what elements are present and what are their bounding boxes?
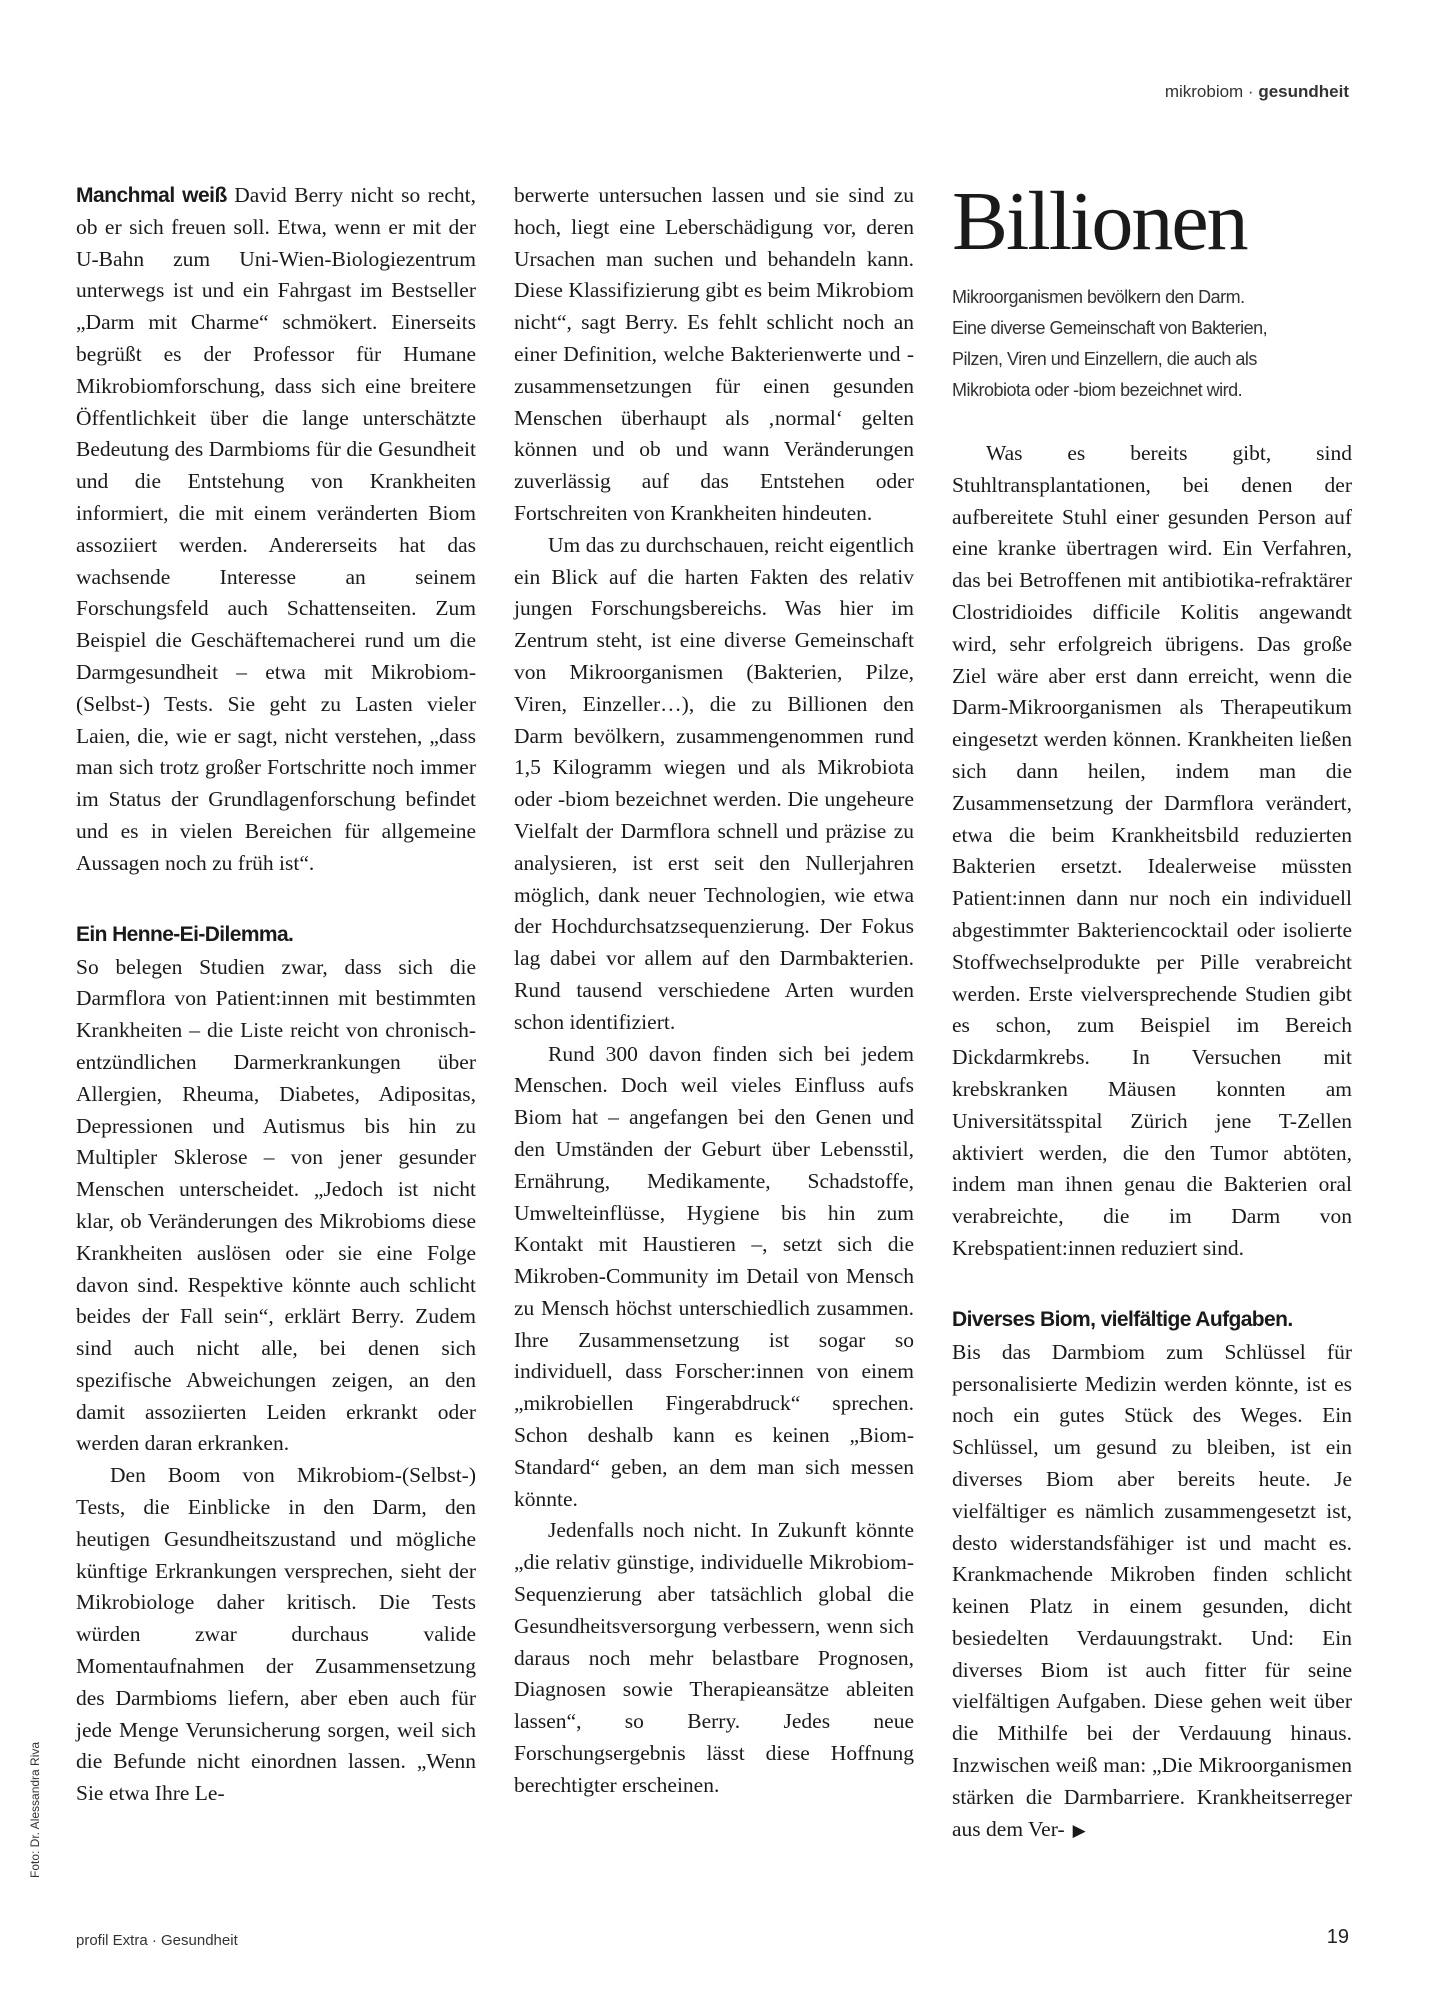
paragraph: Rund 300 davon finden sich bei jedem Menschen. Doch weil vieles Einfluss aufs Biom hat – angefangen bei den Genen und den Umständen der Geburt über Lebensstil, Ernährung, Medikamente, Schadstoffe, Umwelteinflüsse, Hygiene bis hin zum Kontakt mit Haustieren –, setzt sich die Mikroben-Community im Detail von Mensch zu Mensch höchst unterschiedlich zusammen. Ihre Zusammensetzung ist sogar so individuell, dass Forscher:innen von einem „mikrobiellen Fingerabdruck“ sprechen. Schon deshalb kann es keinen „Biom-Standard“ geben, an dem man sich messen könnte. [514,1041,914,1511]
intro-text: David Berry nicht so recht, ob er sich freuen soll. Etwa, wenn er mit der U-Bahn zum Uni-Wien-Biologiezentrum unterwegs ist und ein Fahrgast im Bestseller „Darm mit Charme“ schmökert. Einerseits begrüßt es der Professor für Humane Mikrobiomforschung, dass sich eine breitere Öffentlichkeit über die lange unterschätzte Bedeutung des Darmbioms für die Gesundheit und die Entstehung von Krankheiten informiert, die mit einem veränderten Biom assoziiert werden. Andererseits hat das wachsende Interesse an seinem Forschungsfeld auch Schattenseiten. Zum Beispiel die Geschäftemacherei rund um die Darmgesundheit – etwa mit Mikrobiom-(Selbst-) Tests. Sie geht zu Lasten vieler Laien, die, wie er sagt, nicht verstehen, „dass man sich trotz großer Fortschritte noch immer im Status der Grundlagenforschung befindet und es in vielen Bereichen für allgemeine Aussagen noch zu früh ist“. [76,183,476,875]
article-column-3 [952,175,1352,1846]
subtitle-line: Eine diverse Gemeinschaft von Bakterien, [952,318,1268,338]
headline: Billionen [952,175,1247,268]
footer-publication: profil Extra · Gesundheit [76,1932,238,1949]
page-number: 19 [1326,1926,1349,1948]
section-name: mikrobiom · [1164,82,1259,101]
subtitle-line: Pilzen, Viren und Einzellern, die auch als [952,349,1257,369]
intro-paragraph [76,180,476,880]
subhead-diverses-biom: Diverses Biom, vielfältige Aufgaben. [952,1307,1293,1331]
paragraph: berwerte untersuchen lassen und sie sind zu hoch, liegt eine Leberschädigung vor, deren Ursachen man suchen und behandeln kann. Diese Klassifizierung gibt es beim Mikrobiom nicht“, sagt Berry. Es fehlt schlicht noch an einer Definition, welche Bakterienwerte und -zusammensetzungen für einen gesunden Menschen überhaupt als ‚normal‘ gelten können und ob und wann Veränderungen zuverlässig auf das Entstehen oder Fortschreiten von Krankheiten hindeuten. [514,183,914,525]
continue-arrow-icon: ▶ [1072,1820,1086,1840]
paragraph-continued [952,1337,1352,1847]
article-column-2 [514,180,914,1802]
subtitle-line: Mikroorganismen bevölkern den Darm. [952,287,1245,307]
article-column-1 [76,180,476,1810]
headline-subtitle [952,282,1352,406]
section-label [1165,82,1349,102]
paragraph-text: Bis das Darmbiom zum Schlüssel für personalisierte Medizin werden könnte, ist es noch ein gutes Stück des Weges. Ein Schlüssel, um gesund zu bleiben, ist ein diverses Biom aber bereits heute. Je vielfältiger es nämlich zusammengesetzt ist, desto widerstandsfähiger ist und macht es. Krankmachende Mikroben finden schlicht keinen Platz in einem gesunden, dicht besiedelten Verdauungstrakt. Und: Ein diverses Biom ist auch fitter für seine vielfältigen Aufgaben. Diese gehen weit über die Mithilfe bei der Verdauung hinaus. Inzwischen weiß man: „Die Mikroorganismen stärken die Darmbarriere. Krankheitserreger aus dem Ver- [952,1339,1352,1841]
photo-credit: Foto: Dr. Alessandra Riva [28,1741,42,1878]
paragraph: Um das zu durchschauen, reicht eigentlich ein Blick auf die harten Fakten des relativ jungen Forschungsbereichs. Was hier im Zentrum steht, ist eine diverse Gemeinschaft von Mikroorganismen (Bakterien, Pilze, Viren, Einzeller…), die zu Billionen den Darm bevölkern, zusammengenommen rund 1,5 Kilogramm wiegen und als Mikrobiota oder -biom bezeichnet werden. Die ungeheure Vielfalt der Darmflora schnell und präzise zu analysieren, ist erst seit den Nullerjahren möglich, dank neuer Technologien, wie etwa der Hochdurchsatzsequenzierung. Der Fokus lag dabei vor allem auf den Darmbakterien. Rund tausend verschiedene Arten wurden schon identifiziert. [514,532,914,1034]
paragraph: Was es bereits gibt, sind Stuhltransplantationen, bei denen der aufbereitete Stuhl einer gesunden Person auf eine kranke übertragen wird. Ein Verfahren, das bei Betroffenen mit antibiotika-refraktärer Clostridioides difficile Kolitis angewandt wird, sehr erfolgreich übrigens. Das große Ziel wäre aber erst dann erreicht, wenn die Darm-Mikroorganismen als Therapeutikum eingesetzt werden können. Krankheiten ließen sich dann heilen, indem man die Zusammensetzung der Darmflora verändert, etwa die beim Krankheitsbild reduzierten Bakterien ersetzt. Idealerweise müssten Patient:innen dann nur noch ein individuell abgestimmter Bakteriencocktail oder isolierte Stoffwechselprodukte per Pille verabreicht werden. Erste vielversprechende Studien gibt es schon, zum Beispiel im Bereich Dickdarmkrebs. In Versuchen mit krebskranken Mäusen konnten am Universitätsspital Zürich jene T-Zellen aktiviert werden, die den Tumor abtöten, indem man ihnen genau die Bakterien oral verabreichte, die im Darm von Krebspatient:innen reduziert sind. [952,441,1352,1260]
subtitle-line: Mikrobiota oder -biom bezeichnet wird. [952,380,1243,400]
subhead-henne-ei: Ein Henne-Ei-Dilemma. [76,922,294,946]
lead-in: Manchmal weiß [76,184,227,207]
section-category: gesundheit [1258,82,1349,101]
paragraph: Jedenfalls noch nicht. In Zukunft könnte „die relativ günstige, individuelle Mikrobiom-Sequenzierung aber tatsächlich global die Gesundheitsversorgung verbessern, wenn sich daraus noch mehr belastbare Prognosen, Diagnosen sowie Therapieansätze ableiten lassen“, so Berry. Jedes neue Forschungsergebnis lässt diese Hoffnung berechtigter erscheinen. [514,1518,914,1797]
paragraph: So belegen Studien zwar, dass sich die Darmflora von Patient:innen mit bestimmten Krankheiten – die Liste reicht von chronisch-entzündlichen Darmerkrankungen über Allergien, Rheuma, Diabetes, Adipositas, Depressionen und Autismus bis hin zu Multipler Sklerose – von jener gesunder Menschen unterscheidet. „Jedoch ist nicht klar, ob Veränderungen des Mikrobioms diese Krankheiten auslösen oder sie eine Folge davon sind. Respektive könnte auch schlicht beides der Fall sein“, erklärt Berry. Zudem sind auch nicht alle, bei denen sich spezifische Abweichungen zeigen, an den damit assoziierten Leiden erkrankt oder werden daran erkranken. [76,954,476,1456]
paragraph: Den Boom von Mikrobiom-(Selbst-) Tests, die Einblicke in den Darm, den heutigen Gesundheitszustand und mögliche künftige Erkrankungen versprechen, sieht der Mikrobiologe daher kritisch. Die Tests würden zwar durchaus valide Momentaufnahmen der Zusammensetzung des Darmbioms liefern, aber eben auch für jede Menge Verunsicherung sorgen, weil sich die Befunde nicht einordnen lassen. „Wenn Sie etwa Ihre Le- [76,1463,476,1806]
